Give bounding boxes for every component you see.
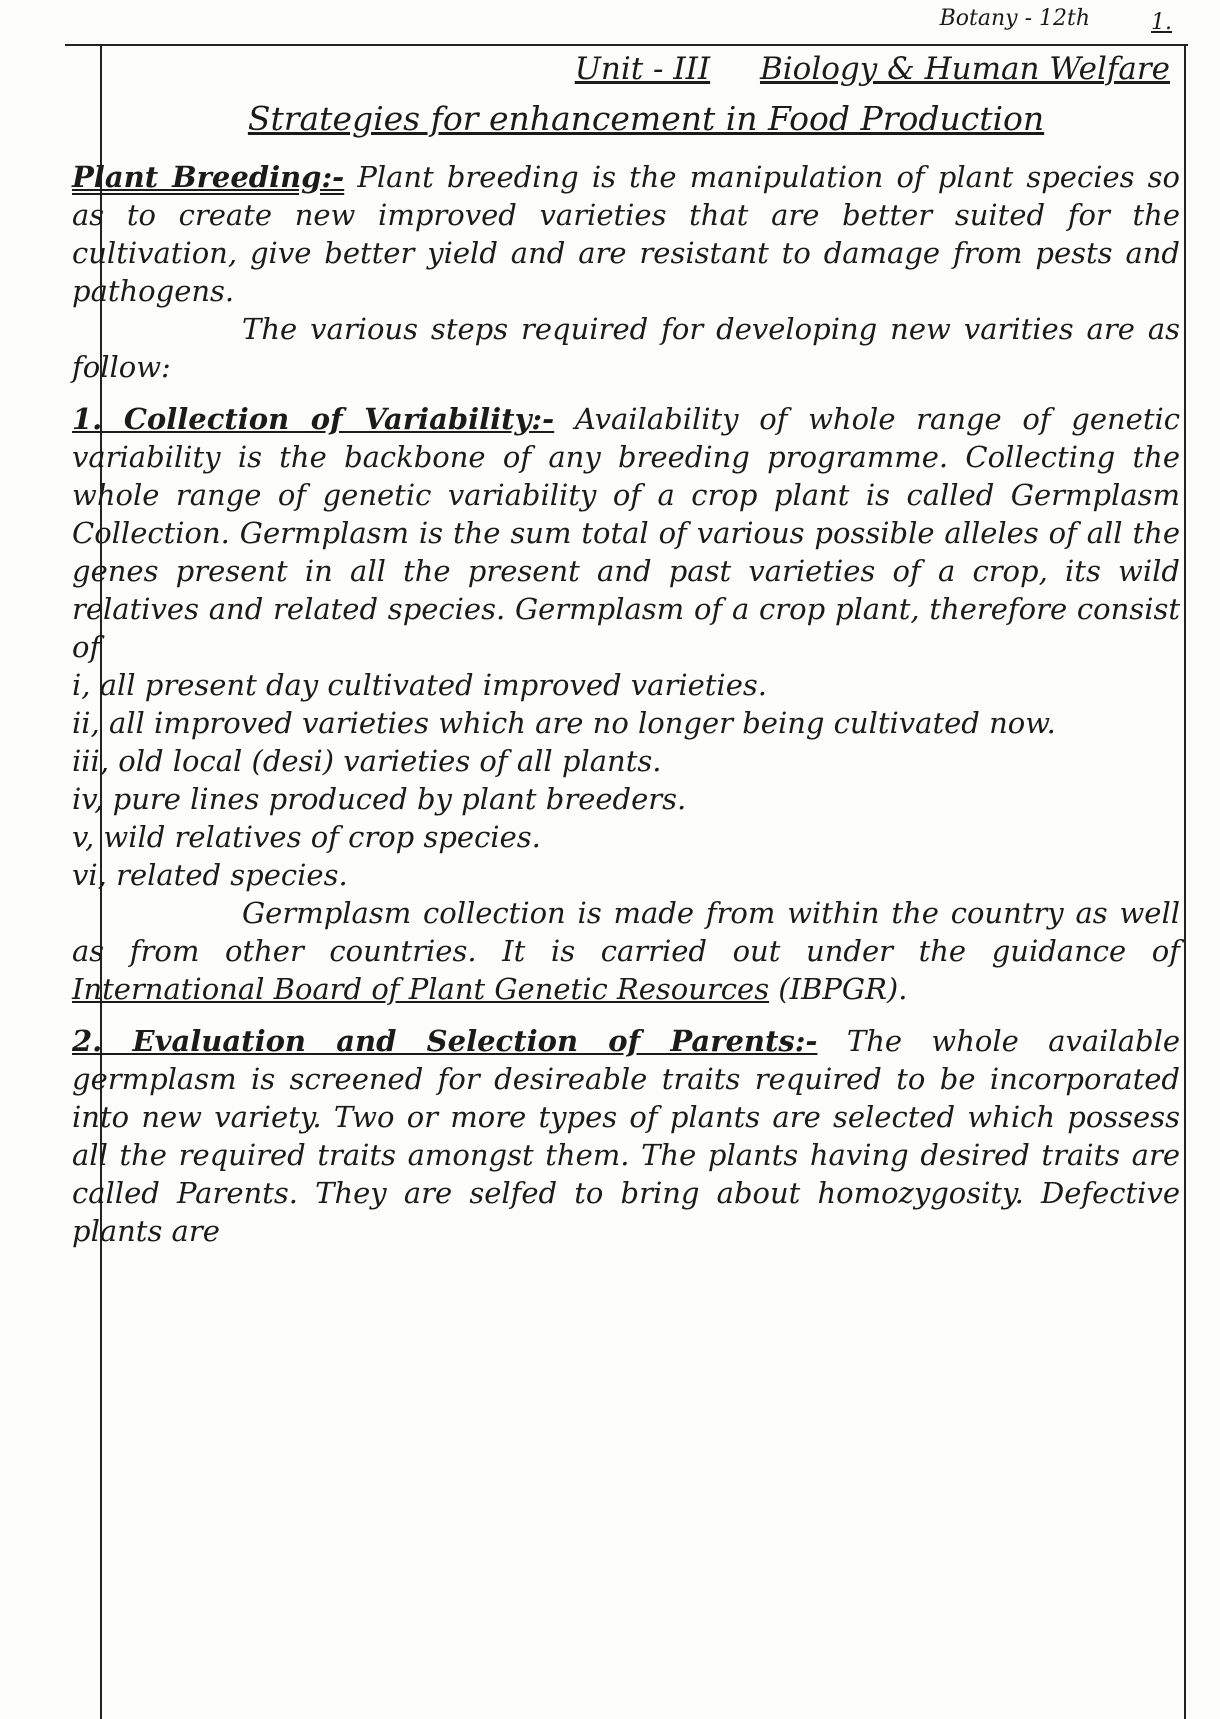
step2-paragraph bbox=[72, 1022, 1180, 1250]
step1-text: Availability of whole range of genetic variability is the backbone of any breeding programme. Collecting the whole range of genetic variability of a crop plant is called Germplasm Collection. Germplasm is the sum total of various possible alleles of all the genes present in all the present and past varieties of a crop, its wild relatives and related species. Germplasm of a crop plant, therefore consist of bbox=[72, 402, 1180, 664]
plant-breeding-section bbox=[72, 158, 1180, 386]
unit-label: Unit - III bbox=[574, 51, 711, 87]
list-item: v, wild relatives of crop species. bbox=[72, 820, 541, 854]
step1-section bbox=[72, 400, 1180, 1008]
plant-breeding-paragraph bbox=[72, 158, 1180, 310]
germplasm-collection-paragraph bbox=[72, 894, 1180, 1008]
page-number: 1. bbox=[1151, 10, 1172, 35]
step2-heading: 2. Evaluation and Selection of Parents:- bbox=[72, 1024, 818, 1058]
ibpgr-name: International Board of Plant Genetic Resources bbox=[72, 972, 770, 1006]
page-title: Strategies for enhancement in Food Production bbox=[247, 99, 1045, 138]
list-item: ii, all improved varieties which are no longer being cultivated now. bbox=[72, 706, 1056, 740]
unit-line bbox=[72, 48, 1180, 90]
plant-breeding-text: Plant breeding is the manipulation of plant species so as to create new improved varieties that are better suited for the cultivation, give better yield and are resistant to damage from pests and pathogens. bbox=[72, 160, 1181, 308]
germplasm-closing-text: Germplasm collection is made from within the country as well as from other countries. It is carried out under the guidance of bbox=[72, 896, 1180, 968]
list-item: i, all present day cultivated improved varieties. bbox=[72, 668, 767, 702]
ibpgr-abbr: (IBPGR). bbox=[778, 972, 908, 1006]
step1-paragraph bbox=[72, 400, 1180, 666]
step2-text: The whole available germplasm is screened for desireable traits required to be incorporated into new variety. Two or more types of plants are selected which possess all the required traits amongst them. The plants having desired traits are called Parents. They are selfed to bring about homozygosity. Defective plants are bbox=[72, 1024, 1181, 1248]
top-rule bbox=[65, 44, 1188, 46]
page-content bbox=[72, 48, 1180, 1250]
list-item: iv, pure lines produced by plant breeders. bbox=[72, 782, 687, 816]
steps-intro: The various steps required for developing new varities are as follow: bbox=[72, 312, 1180, 384]
plant-breeding-heading: Plant Breeding:- bbox=[72, 160, 345, 194]
step1-heading: 1. Collection of Variability:- bbox=[72, 402, 555, 436]
right-rule bbox=[1184, 44, 1186, 1719]
subject-label: Botany - 12th bbox=[939, 6, 1090, 31]
list-item: vi, related species. bbox=[72, 858, 348, 892]
unit-name: Biology & Human Welfare bbox=[759, 51, 1170, 87]
germplasm-list bbox=[72, 666, 1180, 894]
list-item: iii, old local (desi) varieties of all plants. bbox=[72, 744, 662, 778]
step2-section bbox=[72, 1022, 1180, 1250]
